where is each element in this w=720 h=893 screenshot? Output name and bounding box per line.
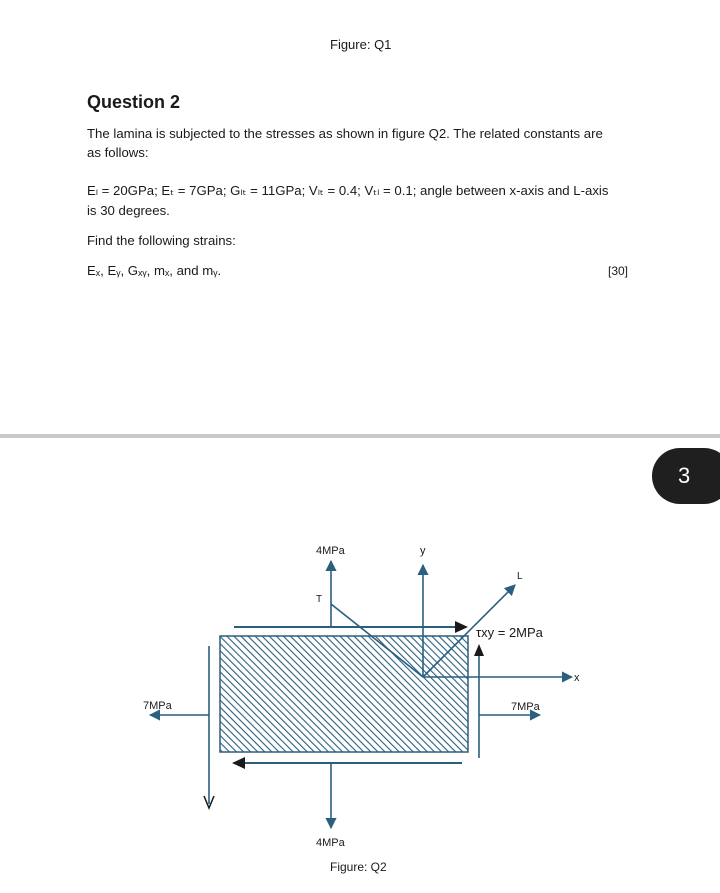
find-line: Find the following strains: (87, 233, 236, 248)
intro-line-1: The lamina is subjected to the stresses as shown in figure Q2. The related constants are (87, 126, 603, 141)
label-L-axis: L (517, 571, 523, 582)
label-x-axis: x (574, 672, 580, 684)
lamina-rectangle (220, 636, 468, 752)
label-T-axis: T (316, 594, 323, 605)
label-y-axis: y (420, 545, 426, 557)
page-number-badge[interactable]: 3 (652, 448, 720, 504)
question-title: Question 2 (87, 92, 181, 112)
shear-arrow-top (455, 621, 468, 633)
intro-line-2: as follows: (87, 145, 149, 160)
figure-q1-caption: Figure: Q1 (330, 37, 392, 52)
label-left-stress: 7MPa (143, 700, 172, 712)
shear-arrow-right (474, 644, 484, 656)
constants-line-2: is 30 degrees. (87, 203, 170, 218)
label-top-stress: 4MPa (316, 545, 345, 557)
shear-arrow-bottom (232, 757, 245, 769)
label-bottom-stress: 4MPa (316, 837, 345, 849)
figure-q2-diagram (0, 438, 720, 893)
label-right-stress: 7MPa (511, 701, 540, 713)
figure-q2-caption: Figure: Q2 (330, 860, 387, 874)
constants-line-1: Eₗ = 20GPa; Eₜ = 7GPa; Gₗₜ = 11GPa; Vₗₜ = 0.4; Vₜₗ = 0.1; angle between x-axis and L-axis (87, 183, 609, 198)
strains-line: Eₓ, Eᵧ, Gₓᵧ, mₓ, and mᵧ. (87, 263, 222, 278)
label-shear-stress: τxy = 2MPa (476, 625, 543, 640)
marks-label: [30] (608, 264, 629, 278)
